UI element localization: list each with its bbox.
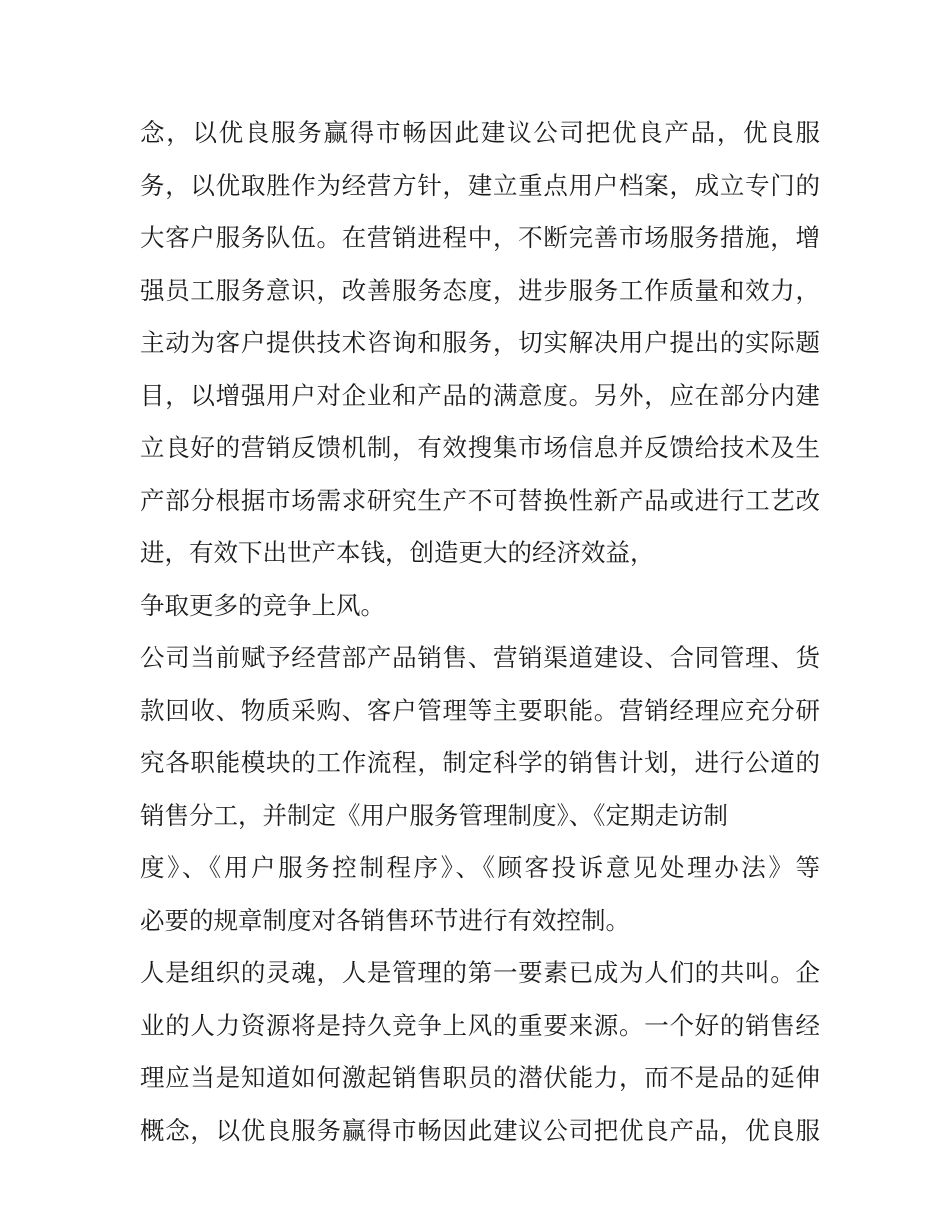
text-line: 究各职能模块的工作流程，制定科学的销售计划，进行公道的 <box>140 748 820 777</box>
text-line: 大客户服务队伍。在营销进程中，不断完善市场服务措施，增 <box>140 223 820 252</box>
body-text <box>140 107 820 1157</box>
text-line: 款回收、物质采购、客户管理等主要职能。营销经理应充分研 <box>140 695 820 725</box>
text-line: 人是组织的灵魂，人是管理的第一要素已成为人们的共叫。企 <box>140 958 820 987</box>
text-line: 必要的规章制度对各销售环节进行有效控制。 <box>140 905 630 935</box>
text-line: 目，以增强用户对企业和产品的满意度。另外，应在部分内建 <box>140 380 820 410</box>
text-line: 立良好的营销反馈机制，有效搜集市场信息并反馈给技术及生 <box>140 433 820 462</box>
text-line: 公司当前赋予经营部产品销售、营销渠道建设、合同管理、货 <box>140 643 820 672</box>
text-line: 念，以优良服务赢得市畅因此建议公司把优良产品，优良服 <box>140 118 820 147</box>
text-line: 争取更多的竞争上风。 <box>140 590 385 620</box>
text-line: 概念，以优良服务赢得市畅因此建议公司把优良产品，优良服 <box>140 1115 820 1145</box>
text-line: 主动为客户提供技术咨询和服务，切实解决用户提出的实际题 <box>140 328 820 357</box>
text-line: 产部分根据市场需求研究生产不可替换性新产品或进行工艺改 <box>140 485 820 515</box>
text-line: 强员工服务意识，改善服务态度，进步服务工作质量和效力， <box>140 275 820 305</box>
text-line: 理应当是知道如何激起销售职员的潜伏能力，而不是品的延伸 <box>140 1063 820 1092</box>
text-line: 销售分工，并制定《用户服务管理制度》、《定期走访制 <box>140 800 728 830</box>
text-line: 务，以优取胜作为经营方针，建立重点用户档案，成立专门的 <box>140 170 820 200</box>
text-line: 业的人力资源将是持久竞争上风的重要来源。一个好的销售经 <box>140 1010 820 1040</box>
text-line: 度》、《用户服务控制程序》、《顾客投诉意见处理办法》等 <box>140 853 820 882</box>
text-line: 进，有效下出世产本钱，创造更大的经济效益， <box>140 538 655 567</box>
